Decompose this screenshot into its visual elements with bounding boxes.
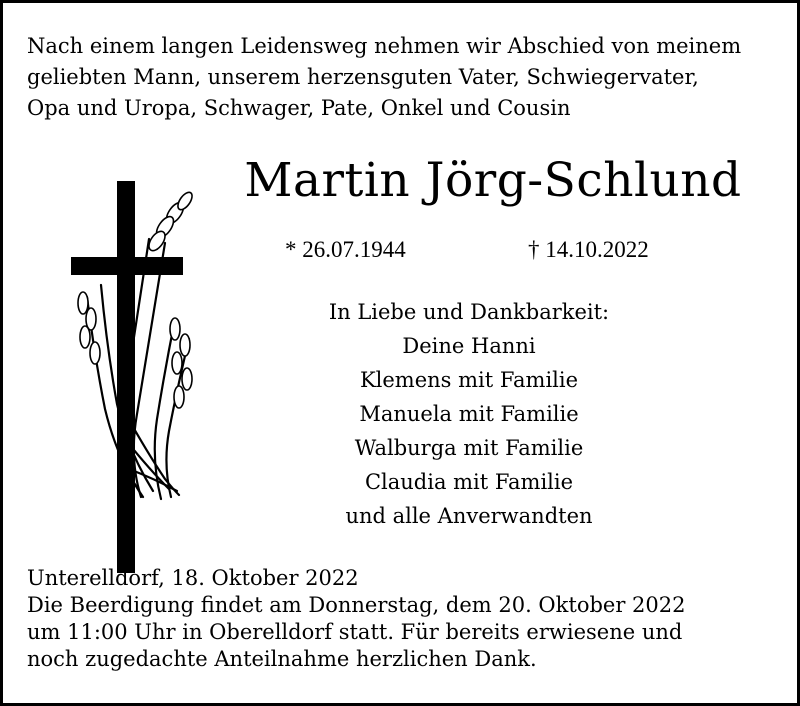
mourner-entry: Claudia mit Familie xyxy=(364,470,574,494)
deceased-name: Martin Jörg-Schlund xyxy=(244,153,742,208)
mourner-entry: und alle Anverwandten xyxy=(345,504,593,528)
funeral-line: Die Beerdigung findet am Donnerstag, dem 20. Oktober 2022 xyxy=(27,593,686,617)
funeral-info xyxy=(27,565,787,673)
intro-line: Nach einem langen Leidensweg nehmen wir Abschied von meinem xyxy=(27,34,742,58)
intro-line: Opa und Uropa, Schwager, Pate, Onkel und Cousin xyxy=(27,96,571,120)
cross-with-wheat-icon xyxy=(65,179,215,579)
place-and-date: Unterelldorf, 18. Oktober 2022 xyxy=(27,566,359,590)
mourner-entry: Walburga mit Familie xyxy=(354,436,584,460)
mourner-entry: Deine Hanni xyxy=(402,334,536,358)
mourner-entry: Manuela mit Familie xyxy=(359,402,579,426)
mourners-list xyxy=(303,295,635,533)
birth-date: * 26.07.1944 xyxy=(285,237,406,262)
funeral-line: noch zugedachte Anteilnahme herzlichen Dank. xyxy=(27,647,537,671)
mourner-entry: Klemens mit Familie xyxy=(359,368,579,392)
intro-text xyxy=(27,31,787,124)
death-date: † 14.10.2022 xyxy=(528,237,649,262)
funeral-line: um 11:00 Uhr in Oberelldorf statt. Für bereits erwiesene und xyxy=(27,620,683,644)
mourners-heading: In Liebe und Dankbarkeit: xyxy=(328,300,610,324)
intro-line: geliebten Mann, unserem herzensguten Vater, Schwiegervater, xyxy=(27,65,699,89)
